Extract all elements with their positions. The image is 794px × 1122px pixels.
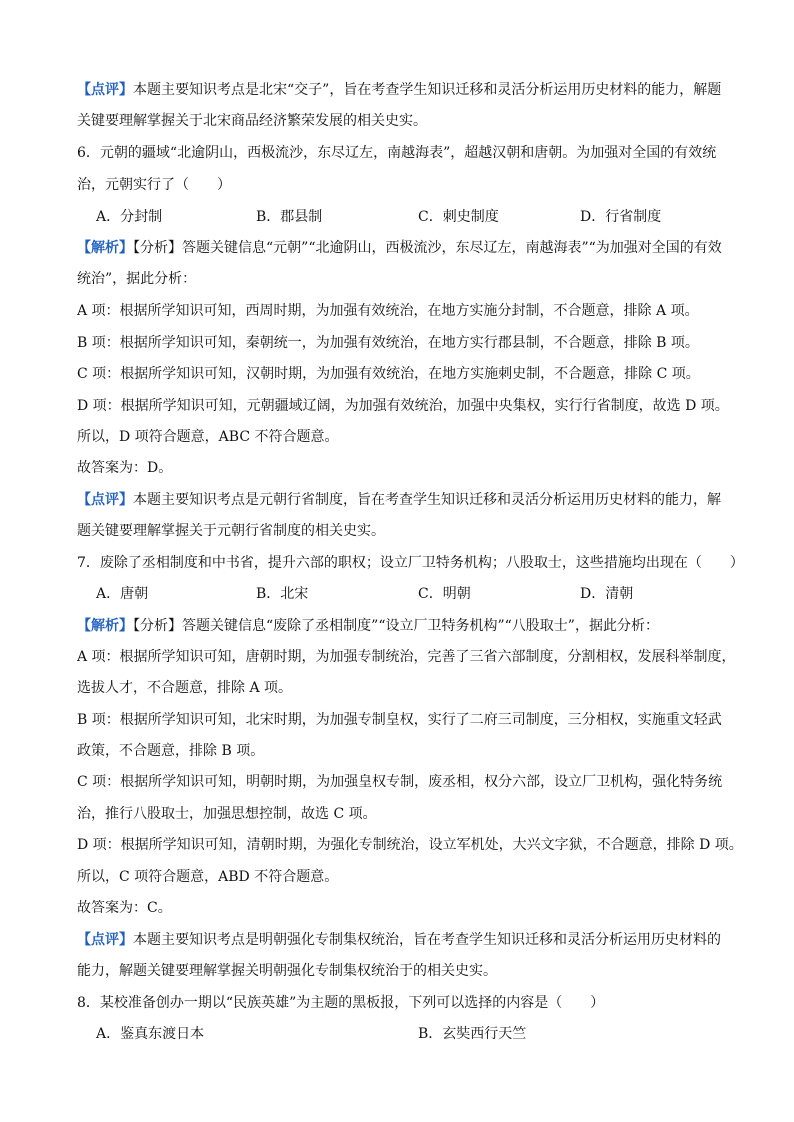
q6-option-b: B．郡县制 [256, 209, 323, 225]
q7-option-b: B．北宋 [256, 586, 309, 602]
intro-comment-line-1: 【点评】本题主要知识考点是北宋“交子”，旨在考查学生知识迁移和灵活分析运用历史材料的能力，解题 [77, 82, 722, 98]
q6-comment-line-1: 【点评】本题主要知识考点是元朝行省制度，旨在考查学生知识迁移和灵活分析运用历史材料的能力，解 [77, 492, 721, 508]
q6-option-a: A．分封制 [96, 209, 163, 225]
q7-comment-line-2: 能力，解题关键要理解掌握关明朝强化专制集权统治于的相关史实。 [77, 963, 497, 979]
q7-option-c: C．明朝 [418, 586, 471, 602]
q7-analysis-line-5: 政策，不合题意，排除 B 项。 [77, 743, 265, 759]
analysis-tag: 【解析】 [77, 240, 133, 256]
q6-comment-line-2: 题关键要理解掌握关于元朝行省制度的相关史实。 [77, 523, 385, 539]
q7-stem-line-1: 7．废除了丞相制度和中书省，提升六部的职权；设立厂卫特务机构；八股取士，这些措施均出现在（ ） [77, 555, 744, 571]
q6-stem-line-1: 6．元朝的疆域“北逾阴山，西极流沙，东尽辽左，南越海表”，超越汉朝和唐朝。为加强对全国的有效统 [77, 145, 717, 161]
q6-stem-line-2: 治，元朝实行了（ ） [77, 177, 231, 193]
comment-tag: 【点评】 [77, 932, 133, 948]
q6-analysis-line-7: 所以，D 项符合题意，ABC 不符合题意。 [77, 429, 339, 445]
intro-comment-line-2: 关键要理解掌握关于北宋商品经济繁荣发展的相关史实。 [77, 113, 427, 129]
q6-answer: 故答案为：D。 [77, 460, 173, 476]
q7-analysis-line-2: A 项：根据所学知识可知，唐朝时期，为加强专制统治，完善了三省六部制度，分割相权，发展科举制度， [77, 649, 736, 665]
q7-analysis-line-8: D 项：根据所学知识可知，清朝时期，为强化专制统治，设立军机处，大兴文字狱，不合题意，排除 D 项。 [77, 837, 743, 853]
comment-tag: 【点评】 [77, 492, 133, 508]
q7-analysis-line-1: 【解析】【分析】答题关键信息“废除了丞相制度”“设立厂卫特务机构”“八股取士”，据此分析： [77, 618, 659, 634]
q7-analysis-line-3: 选拔人才，不合题意，排除 A 项。 [77, 680, 293, 696]
q6-option-d: D．行省制度 [580, 209, 662, 225]
q6-analysis-line-5: C 项：根据所学知识可知，汉朝时期，为加强有效统治，在地方实施刺史制，不合题意，排除 C 项。 [77, 366, 700, 382]
q6-option-c: C．刺史制度 [418, 209, 499, 225]
q6-analysis-line-6: D 项：根据所学知识可知，元朝疆域辽阔，为加强有效统治，加强中央集权，实行行省制度，故选 D 项。 [77, 398, 729, 414]
q7-analysis-line-9: 所以，C 项符合题意，ABD 不符合题意。 [77, 869, 339, 885]
q8-stem-line-1: 8．某校准备创办一期以“民族英雄”为主题的黑板报，下列可以选择的内容是（ ） [77, 995, 605, 1011]
q7-option-d: D．清朝 [580, 586, 634, 602]
analysis-tag: 【解析】 [77, 618, 133, 634]
q7-option-a: A．唐朝 [96, 586, 149, 602]
q7-analysis-line-4: B 项：根据所学知识可知，北宋时期，为加强专制皇权，实行了二府三司制度，三分相权，实施重文轻武 [77, 712, 722, 728]
q6-analysis-line-4: B 项：根据所学知识可知，秦朝统一，为加强有效统治，在地方实行郡县制，不合题意，排除 B 项。 [77, 335, 699, 351]
q7-comment-line-1: 【点评】本题主要知识考点是明朝强化专制集权统治，旨在考查学生知识迁移和灵活分析运用历史材料的 [77, 932, 721, 948]
q6-analysis-line-2: 统治”，据此分析： [77, 271, 197, 287]
q7-answer: 故答案为：C。 [77, 900, 172, 916]
q8-option-b: B．玄奘西行天竺 [418, 1026, 527, 1042]
q6-analysis-line-3: A 项：根据所学知识可知，西周时期，为加强有效统治，在地方实施分封制，不合题意，排除 A 项。 [77, 303, 699, 319]
q7-analysis-line-6: C 项：根据所学知识可知，明朝时期，为加强皇权专制，废丞相，权分六部，设立厂卫机构，强化特务统 [77, 774, 723, 790]
comment-tag: 【点评】 [77, 82, 133, 98]
q7-analysis-line-7: 治，推行八股取士，加强思想控制，故选 C 项。 [77, 806, 377, 822]
q8-option-a: A．鉴真东渡日本 [96, 1026, 205, 1042]
q6-analysis-line-1: 【解析】【分析】答题关键信息“元朝”“北逾阴山，西极流沙，东尽辽左，南越海表”“为加强对全国的有效 [77, 240, 722, 256]
